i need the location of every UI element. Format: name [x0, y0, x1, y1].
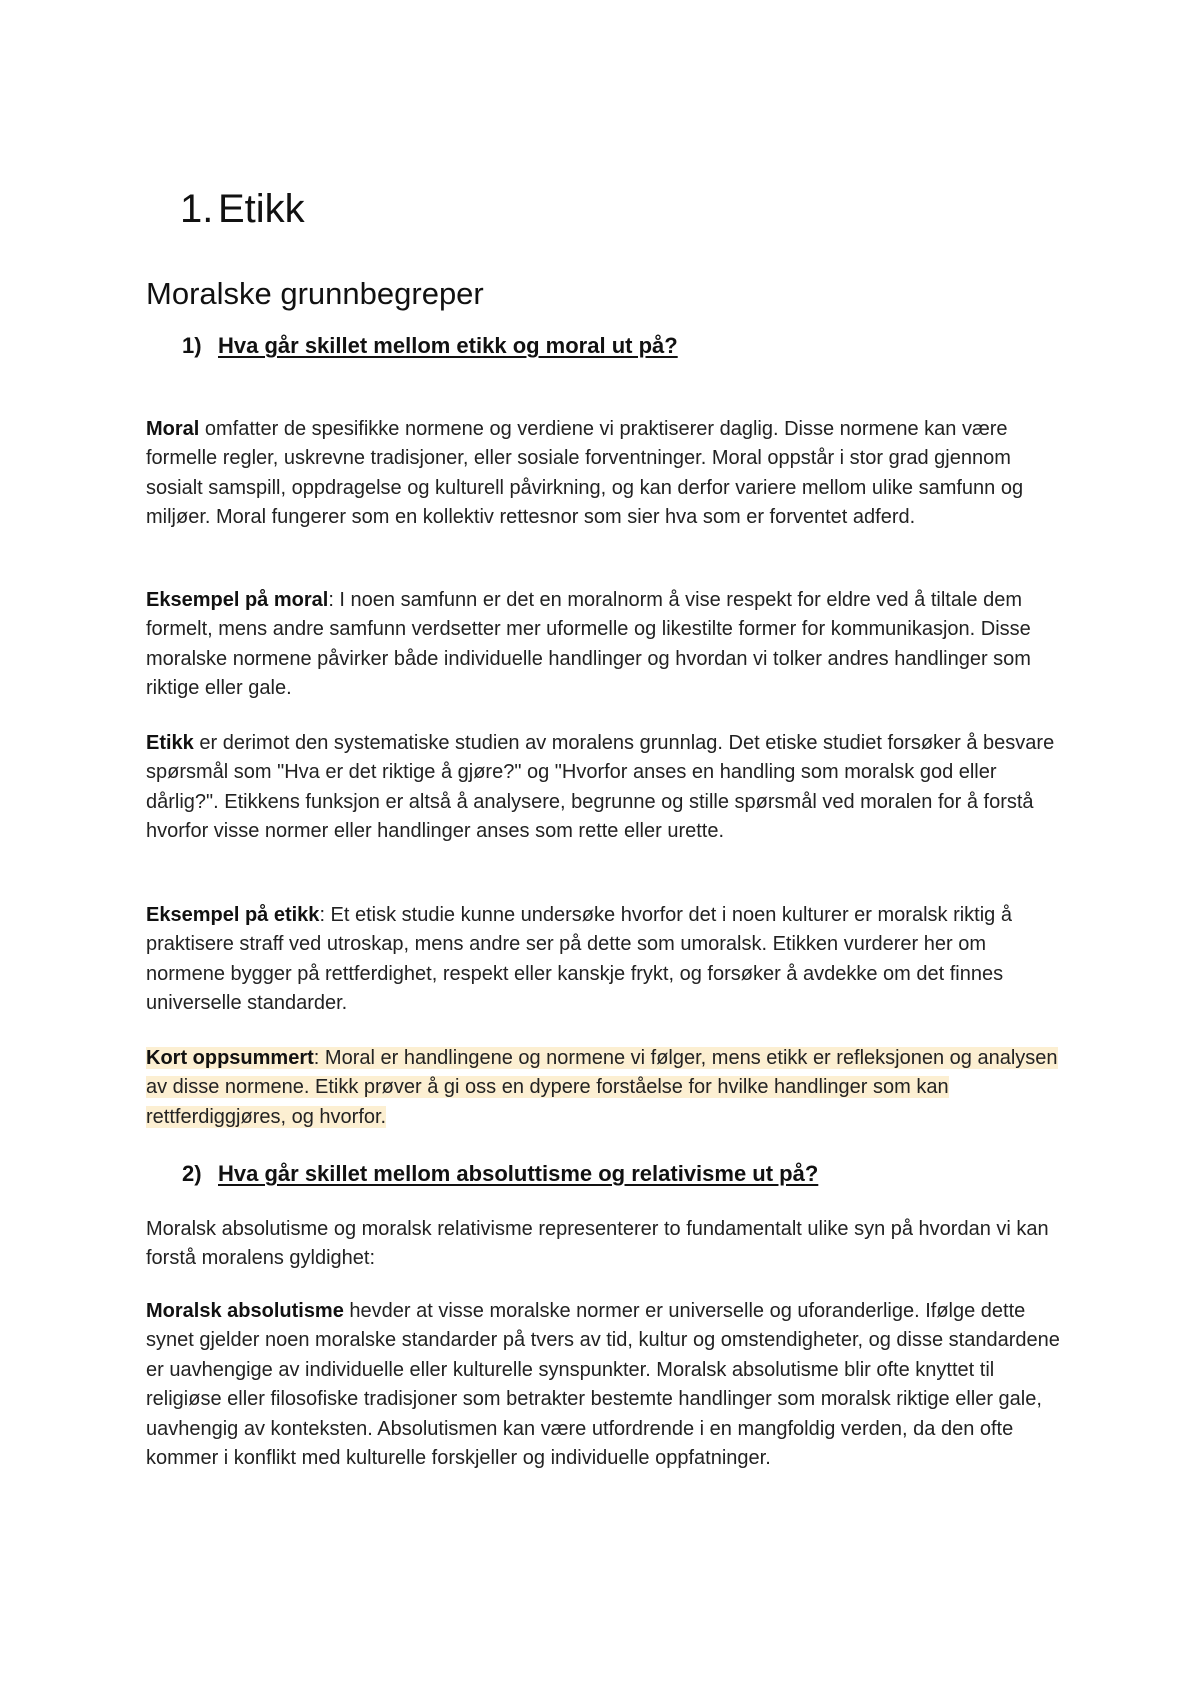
paragraph-summary [146, 1044, 1066, 1132]
question-number: 2) [182, 1161, 202, 1186]
term-bold: Eksempel på etikk [146, 904, 320, 926]
section-title: Moralske grunnbegreper [146, 276, 484, 311]
chapter-number: 1. [180, 187, 214, 231]
question-text: Hva går skillet mellom absoluttisme og relativisme ut på? [218, 1161, 819, 1186]
paragraph-ethics-example [146, 901, 1066, 1019]
term-bold: Eksempel på moral [146, 589, 329, 611]
term-bold: Etikk [146, 732, 194, 754]
paragraph-text: : Moral er handlingene og normene vi følger, mens etikk er refleksjonen og analysen av disse normene. Etikk prøver å gi oss en dypere forståelse for hvilke handlinger som kan rettferdiggjøres, og hvorfor. [146, 1047, 1058, 1128]
term-bold: Moralsk absolutisme [146, 1300, 344, 1322]
paragraph-text: : Et etisk studie kunne undersøke hvorfor det i noen kulturer er moralsk riktig å praktisere straff ved utroskap, mens andre ser på dette som umoralsk. Etikken vurderer her om normene bygger på rettferdighet, respekt eller kanskje frykt, og forsøker å avdekke om det finnes universelle standarder. [146, 904, 1012, 1015]
paragraph-moral-example [146, 586, 1066, 704]
highlighted-summary [146, 1047, 1058, 1128]
paragraph-text: hevder at visse moralske normer er universelle og uforanderlige. Ifølge dette synet gjelder noen moralske standarder på tvers av tid, kultur og omstendigheter, og disse standardene er uavhengige av individuelle eller kulturelle synspunkter. Moralsk absolutisme blir ofte knyttet til religiøse eller filosofiske tradisjoner som betrakter bestemte handlinger som moralsk riktige eller gale, uavhengig av konteksten. Absolutismen kan være utfordrende i en mangfoldig verden, da den ofte kommer i konflikt med kulturelle forskjeller og individuelle oppfatninger. [146, 1300, 1060, 1470]
question-1 [182, 332, 678, 360]
paragraph-moral [146, 415, 1066, 533]
paragraph-text: Moralsk absolutisme og moralsk relativisme representerer to fundamentalt ulike syn på hvordan vi kan forstå moralens gyldighet: [146, 1218, 1049, 1270]
paragraph-absolutism [146, 1297, 1066, 1473]
chapter-heading [180, 186, 305, 232]
term-bold: Moral [146, 418, 200, 440]
paragraph-text: omfatter de spesifikke normene og verdiene vi praktiserer daglig. Disse normene kan være formelle regler, uskrevne tradisjoner, eller sosiale forventninger. Moral oppstår i stor grad gjennom sosialt samspill, oppdragelse og kulturell påvirkning, og kan derfor variere mellom ulike samfunn og miljøer. Moral fungerer som en kollektiv rettesnor som sier hva som er forventet adferd. [146, 418, 1024, 529]
paragraph-ethics [146, 729, 1066, 847]
chapter-title: Etikk [218, 187, 305, 231]
question-text: Hva går skillet mellom etikk og moral ut på? [218, 333, 678, 358]
paragraph-text: er derimot den systematiske studien av moralens grunnlag. Det etiske studiet forsøker å besvare spørsmål som "Hva er det riktige å gjøre?" og "Hvorfor anses en handling som moralsk god eller dårlig?". Etikkens funksjon er altså å analysere, begrunne og stille spørsmål ved moralen for å forstå hvorfor visse normer eller handlinger anses som rette eller urette. [146, 732, 1055, 843]
question-number: 1) [182, 333, 202, 358]
paragraph-text: : I noen samfunn er det en moralnorm å vise respekt for eldre ved å tiltale dem formelt, mens andre samfunn verdsetter mer uformelle og likestilte former for kommunikasjon. Disse moralske normene påvirker både individuelle handlinger og hvordan vi tolker andres handlinger som riktige eller gale. [146, 589, 1031, 700]
paragraph-intro-2 [146, 1215, 1066, 1274]
term-bold: Kort oppsummert [146, 1047, 314, 1069]
question-2 [182, 1160, 818, 1188]
